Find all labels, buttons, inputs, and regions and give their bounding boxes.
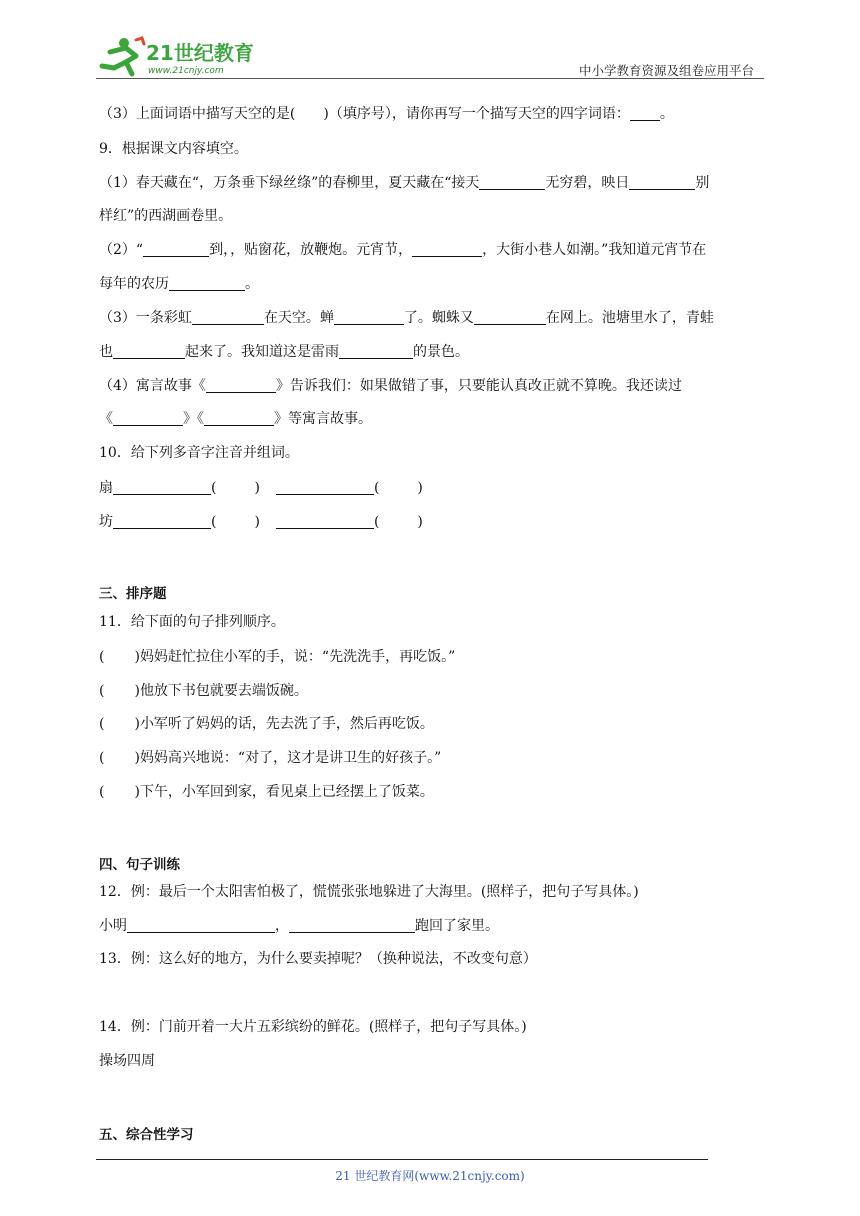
q13-text: 13．例：这么好的地方，为什么要卖掉呢？（换种说法，不改变句意） (99, 951, 537, 967)
q14-start: 操场四周 (99, 1053, 155, 1069)
answer-blank[interactable] (412, 242, 482, 257)
q9-line6 (99, 342, 761, 362)
logo-text: 21世纪教育 (146, 41, 254, 65)
q9-text: （1）春天藏在“，万条垂下绿丝绦”的春柳里，夏天藏在“接天 (99, 175, 480, 191)
q9-title: 9．根据课文内容填空。 (99, 141, 248, 157)
order-item (99, 782, 761, 802)
polyphone-char: 扇 (99, 480, 113, 496)
paren: ( (373, 480, 380, 496)
q12-text-b: ， (275, 918, 289, 934)
q12-text-c: 跑回了家里。 (415, 918, 499, 934)
q9-text: 》等寓言故事。 (274, 411, 372, 427)
order-item-text: 下午，小军回到家，看见桌上已经摆上了饭菜。 (139, 784, 434, 800)
order-paren-open: ( (99, 683, 105, 699)
paren: ) (254, 514, 260, 530)
answer-blank[interactable] (113, 344, 185, 359)
paren: ) (254, 480, 260, 496)
order-paren-open: ( (99, 716, 105, 732)
answer-blank[interactable] (339, 344, 413, 359)
runner-logo-icon (96, 34, 266, 78)
section-5-title: 五、综合性学习 (99, 1127, 194, 1143)
q9-line1 (99, 173, 761, 193)
order-paren-close: ) (134, 683, 140, 699)
footer-text: 21 世纪教育网(www.21cnjy.com) (335, 1169, 525, 1183)
footer-divider (96, 1159, 708, 1160)
q9-text: （3）一条彩虹 (99, 310, 192, 326)
pinyin-blank[interactable] (276, 514, 374, 529)
q12-answer (99, 916, 761, 936)
q12-text-a: 小明 (99, 918, 127, 934)
answer-blank[interactable] (169, 276, 245, 291)
answer-blank[interactable] (289, 918, 415, 933)
pinyin-blank[interactable] (113, 480, 211, 495)
q9-text: 的景色。 (413, 344, 469, 360)
order-item (99, 647, 761, 667)
order-paren-close: ) (134, 750, 140, 766)
q8-text-c: 。 (659, 106, 674, 122)
paren: ( (211, 514, 217, 530)
header-platform-text: 中小学教育资源及组卷应用平台 (578, 63, 754, 78)
site-logo (96, 34, 266, 78)
q9-text: 》《 (183, 411, 204, 427)
paren: ) (417, 514, 423, 530)
q8-text-b: )（填序号），请你再写一个描写天空的四字词语： (323, 106, 630, 122)
q9-text: 《 (99, 411, 113, 427)
polyphone-char: 坊 (99, 514, 113, 530)
q9-text: 无穷碧，映日 (545, 175, 630, 191)
q9-text: 别 (695, 175, 710, 191)
q9-text: 了。蜘蛛又 (403, 310, 474, 326)
answer-blank[interactable] (206, 378, 276, 393)
q9-line4 (99, 274, 761, 294)
q10-title: 10．给下列多音字注音并组词。 (99, 445, 299, 461)
q10-row-2 (99, 512, 761, 532)
paren: ( (211, 480, 217, 496)
q9-text: （4）寓言故事《 (99, 378, 206, 394)
q9-text: ，大街小巷人如潮。”我知道元宵节在 (482, 242, 707, 258)
q9-text: 》告诉我们：如果做错了事，只要能认真改正就不算晚。我还读过 (275, 378, 682, 394)
order-paren-close: ) (134, 649, 140, 665)
answer-blank[interactable] (629, 175, 695, 190)
q10-row-1 (99, 478, 761, 498)
q14-text: 14．例：门前开着一大片五彩缤纷的鲜花。(照样子，把句子写具体。) (99, 1019, 527, 1035)
order-item (99, 748, 761, 768)
order-paren-close: ) (134, 784, 140, 800)
answer-blank[interactable] (204, 411, 274, 426)
answer-blank[interactable] (630, 106, 660, 121)
q9-text: 在网上。池塘里水了，青蛙 (545, 310, 714, 326)
q9-text: 在天空。蝉 (263, 310, 334, 326)
paren: ) (417, 480, 423, 496)
order-item-text: 妈妈赶忙拉住小军的手，说：“先洗洗手，再吃饭。” (139, 649, 456, 665)
q9-text: （2）“ (99, 242, 144, 258)
order-paren-open: ( (99, 649, 105, 665)
section-4-title: 四、句子训练 (99, 857, 180, 873)
header-divider (96, 78, 764, 79)
q12-text: 12．例：最后一个太阳害怕极了，慌慌张张地躲进了大海里。(照样子，把句子写具体。) (99, 884, 639, 900)
answer-blank[interactable] (113, 411, 183, 426)
pinyin-blank[interactable] (276, 480, 374, 495)
answer-blank[interactable] (143, 242, 209, 257)
order-item (99, 681, 761, 701)
answer-blank[interactable] (474, 310, 546, 325)
q9-text: 也 (99, 344, 113, 360)
pinyin-blank[interactable] (113, 514, 211, 529)
logo-url: www.21cnjy.com (148, 66, 224, 76)
q11-title: 11．给下面的句子排列顺序。 (99, 614, 285, 630)
order-item-text: 他放下书包就要去端饭碗。 (139, 683, 308, 699)
q8-part3 (99, 104, 761, 124)
q9-text: 起来了。我知道这是雷雨 (185, 344, 339, 360)
answer-blank[interactable] (127, 918, 275, 933)
q9-line8 (99, 409, 761, 429)
q9-line7 (99, 376, 761, 396)
section-3-title: 三、排序题 (99, 586, 167, 602)
answer-blank[interactable] (479, 175, 545, 190)
order-paren-close: ) (134, 716, 140, 732)
q9-text: 。 (245, 276, 259, 292)
order-item-text: 小军听了妈妈的话，先去洗了手，然后再吃饭。 (139, 716, 434, 732)
order-paren-open: ( (99, 750, 105, 766)
q9-line5 (99, 308, 761, 328)
paren: ( (373, 514, 380, 530)
q9-line3 (99, 240, 761, 260)
order-item (99, 714, 761, 734)
answer-blank[interactable] (192, 310, 264, 325)
order-item-text: 妈妈高兴地说：“对了，这才是讲卫生的好孩子。” (139, 750, 442, 766)
q9-text: 到，，贴窗花，放鞭炮。元宵节， (209, 242, 413, 258)
order-paren-open: ( (99, 784, 105, 800)
q9-line2: 样红”的西湖画卷里。 (99, 208, 233, 224)
q9-text: 每年的农历 (99, 276, 169, 292)
q8-text-a: （3）上面词语中描写天空的是( (99, 106, 296, 122)
answer-blank[interactable] (334, 310, 404, 325)
